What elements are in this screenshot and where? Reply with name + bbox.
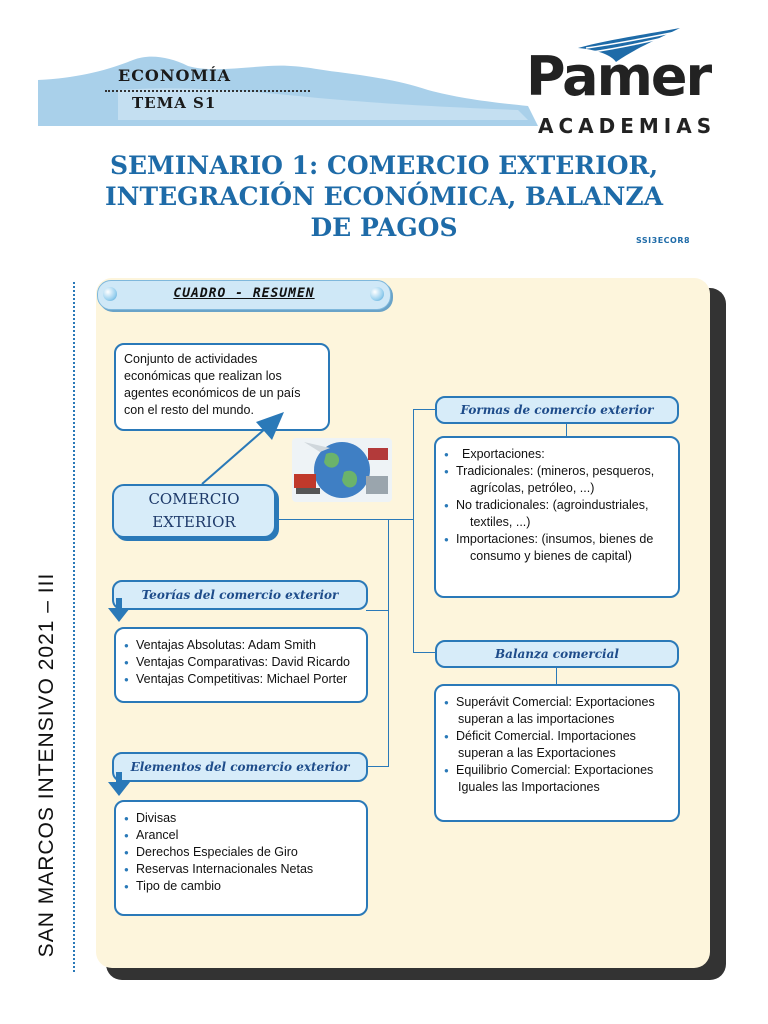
teorias-header [112, 580, 368, 610]
header-dotted-line [105, 90, 310, 92]
tab-left-dot-icon [103, 287, 117, 301]
connector-line [413, 409, 437, 410]
side-course-label: SAN MARCOS INTENSIVO 2021 – III [35, 572, 58, 958]
connector-line [556, 666, 557, 686]
central-line-1: COMERCIO [148, 490, 240, 508]
connector-line [276, 519, 414, 520]
teorias-box [114, 627, 368, 703]
summary-tab [97, 280, 391, 310]
elementos-header-label: Elementos del comercio exterior [130, 760, 350, 774]
summary-tab-label: CUADRO - RESUMEN [173, 286, 315, 301]
elementos-box [114, 800, 368, 916]
formas-item: ● No tradicionales: (agroindustriales, textiles, ...) [444, 497, 670, 531]
title-line-3: DE PAGOS [310, 213, 458, 242]
central-concept-box [112, 484, 276, 538]
title-line-2: INTEGRACIÓN ECONÓMICA, BALANZA [104, 182, 664, 211]
central-line-2: EXTERIOR [152, 513, 236, 531]
formas-item: ● Importaciones: (insumos, bienes de consumo y bienes de capital) [444, 531, 670, 565]
balanza-item: ● Déficit Comercial. Importaciones superan a las Exportaciones [444, 728, 670, 762]
elementos-header [112, 752, 368, 782]
title-line-1: SEMINARIO 1: COMERCIO EXTERIOR, [109, 151, 659, 180]
teorias-item: ● Ventajas Absolutas: Adam Smith [124, 637, 358, 654]
connector-line [413, 652, 437, 653]
formas-item: ● Tradicionales: (mineros, pesqueros, agrícolas, petróleo, ...) [444, 463, 670, 497]
tab-right-dot-icon [370, 287, 384, 301]
arrow-up-icon [196, 408, 292, 488]
elementos-item: ● Tipo de cambio [124, 878, 358, 895]
formas-header-label: Formas de comercio exterior [460, 403, 654, 417]
teorias-header-label: Teorías del comercio exterior [141, 588, 339, 602]
logo-subtext: ACADEMIAS [538, 114, 717, 138]
teorias-item: ● Ventajas Competitivas: Michael Porter [124, 671, 358, 688]
connector-line [413, 409, 414, 653]
balanza-header [435, 640, 679, 668]
formas-box [434, 436, 680, 598]
globe-trade-icon [290, 434, 394, 506]
document-code: SSI3ECOR8 [636, 236, 691, 245]
balanza-header-label: Balanza comercial [495, 647, 619, 661]
elementos-item: ● Arancel [124, 827, 358, 844]
definition-text: Conjunto de actividades económicas que realizan los agentes económicos de un país con el resto del mundo. [124, 352, 301, 417]
connector-line [366, 610, 389, 611]
page-title [40, 150, 728, 243]
balanza-item: ● Equilibrio Comercial: Exportaciones Iguales las Importaciones [444, 762, 670, 796]
formas-header [435, 396, 679, 424]
elementos-item: ● Divisas [124, 810, 358, 827]
elementos-item: ● Reservas Internacionales Netas [124, 861, 358, 878]
arrow-down-icon [106, 598, 134, 624]
balanza-box [434, 684, 680, 822]
subject-label: ECONOMÍA [118, 66, 232, 85]
topic-label: TEMA S1 [132, 94, 217, 112]
elementos-item: ● Derechos Especiales de Giro [124, 844, 358, 861]
connector-line [388, 519, 389, 767]
balanza-item: ● Superávit Comercial: Exportaciones superan a las importaciones [444, 694, 670, 728]
connector-line [566, 423, 567, 437]
arrow-down-icon [106, 772, 134, 798]
connector-line [366, 766, 389, 767]
logo-text: Pamer [526, 45, 711, 108]
teorias-item: ● Ventajas Comparativas: David Ricardo [124, 654, 358, 671]
side-dotted-line [73, 282, 75, 972]
formas-item: ● Exportaciones: [444, 446, 670, 463]
